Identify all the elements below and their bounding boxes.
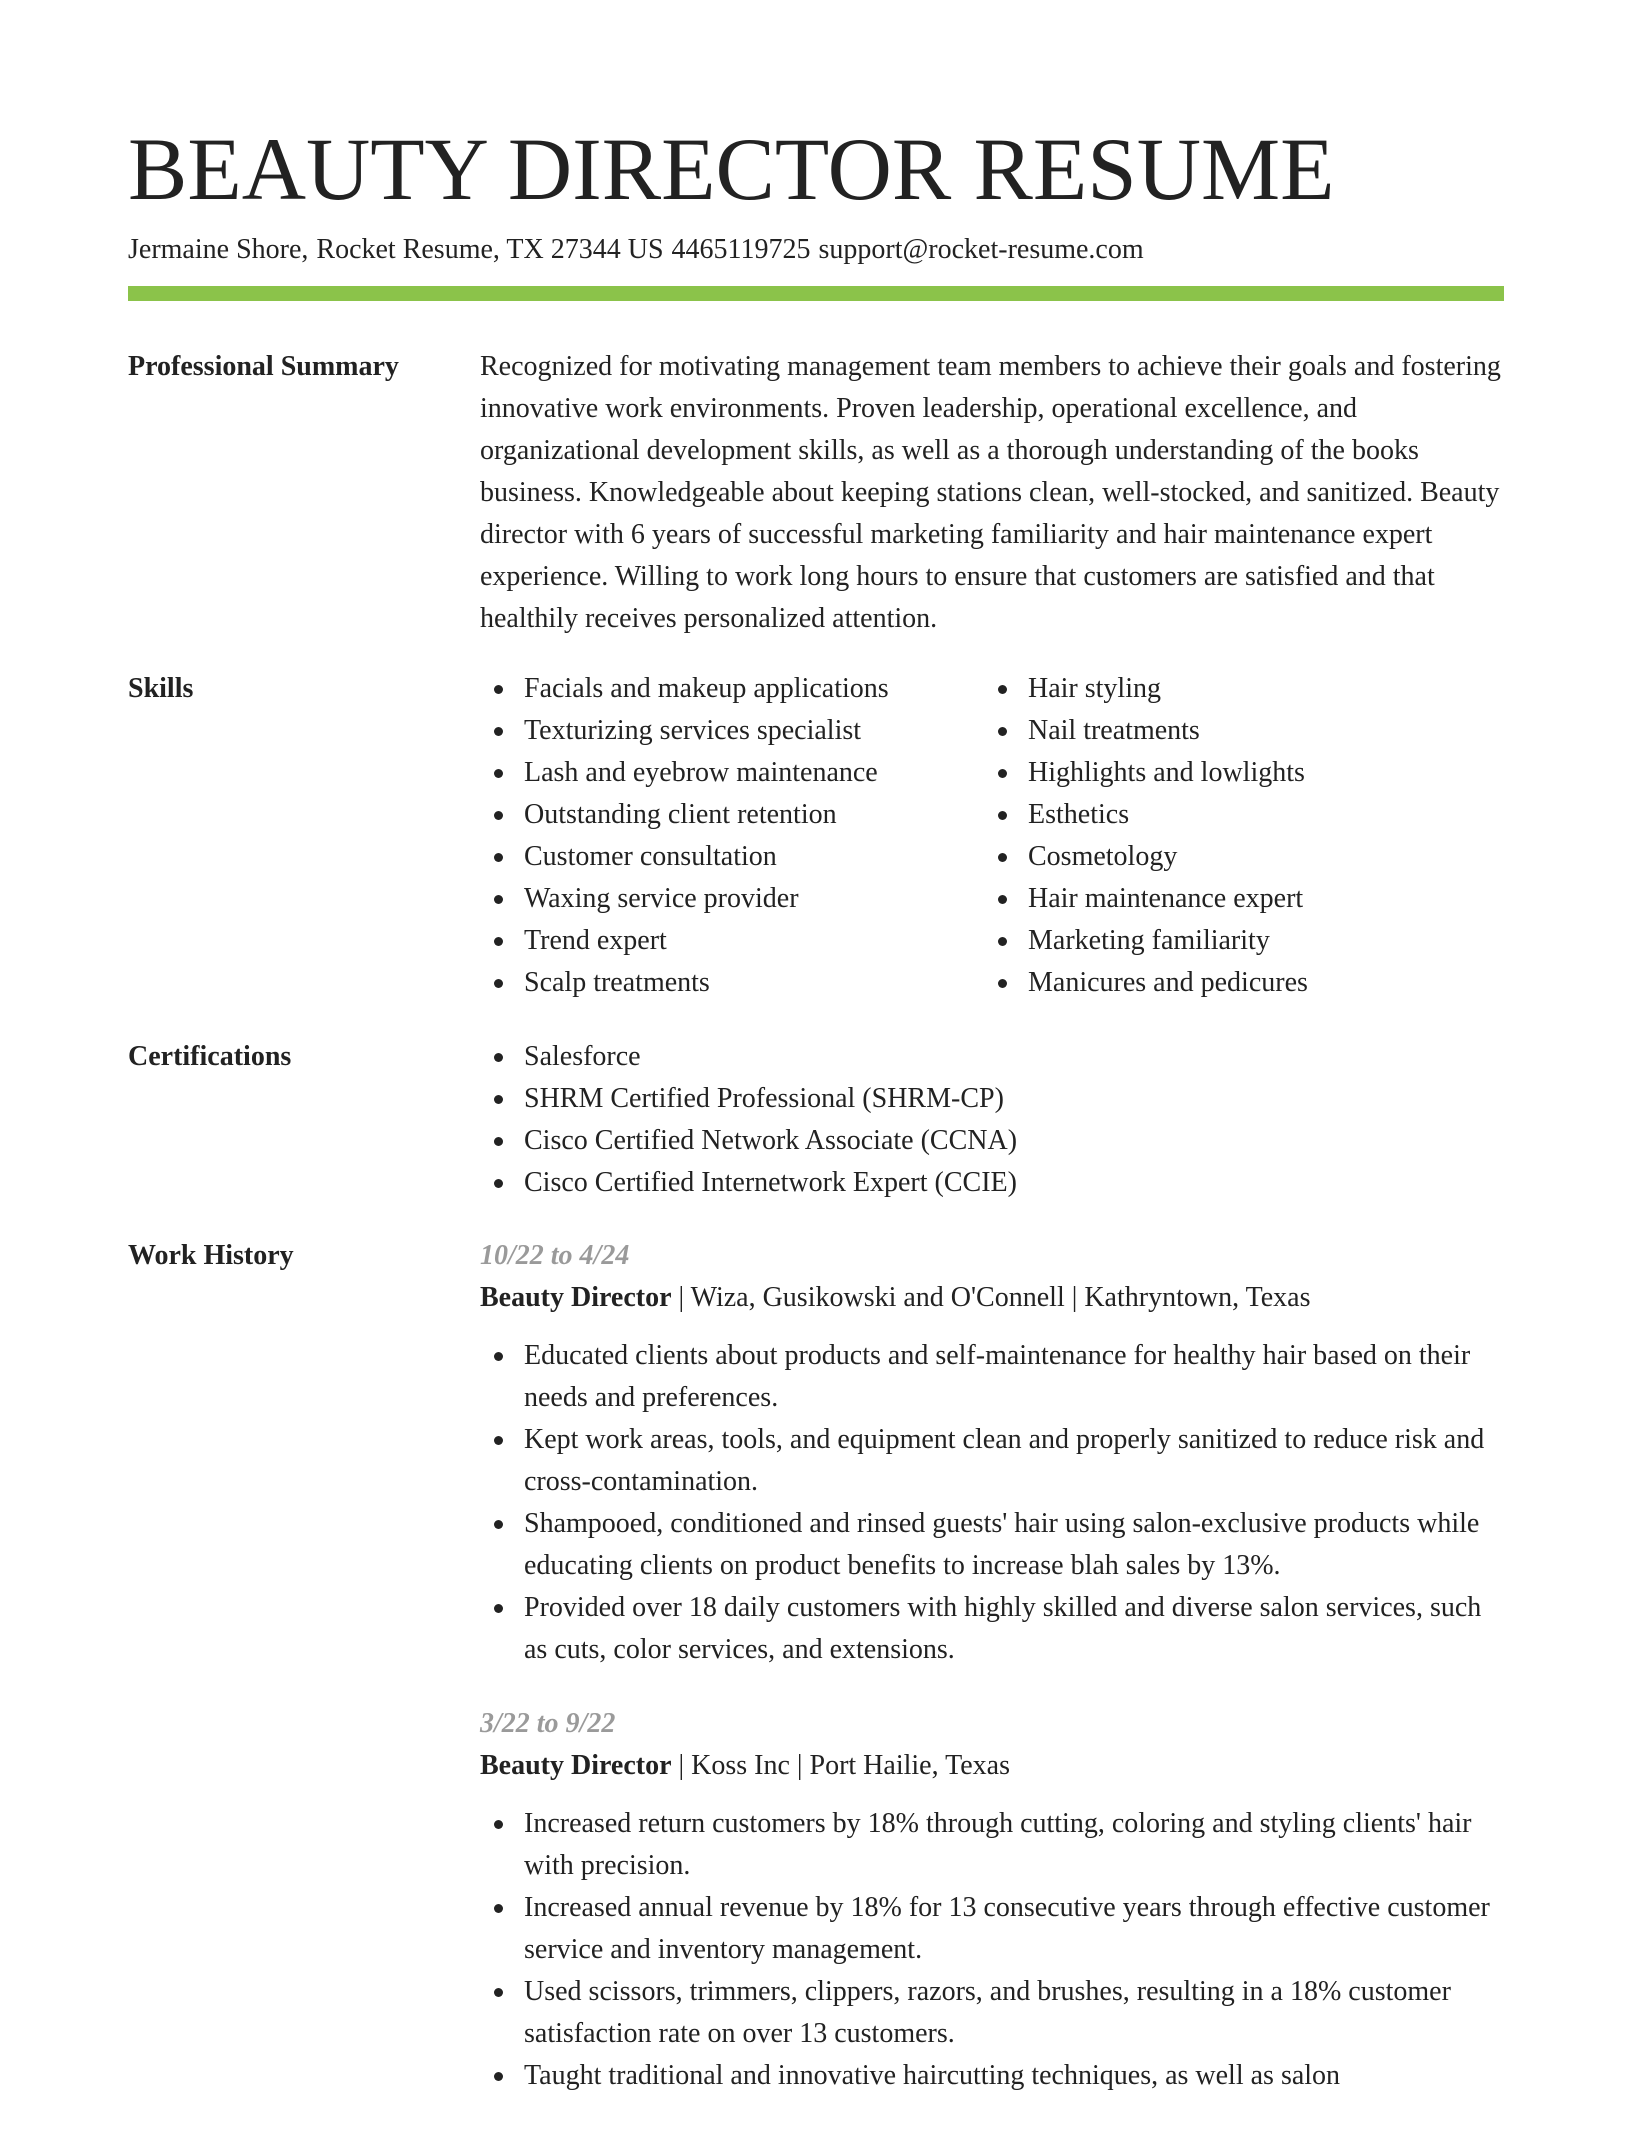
contact-name: Jermaine Shore, (128, 234, 309, 265)
job-dates: 3/22 to 9/22 (480, 1708, 616, 1739)
job-dates: 10/22 to 4/24 (480, 1240, 630, 1271)
job-bullets (480, 1335, 1504, 1671)
contact-line (128, 232, 1152, 268)
work-history-label: Work History (128, 1240, 294, 1271)
job-heading (480, 1745, 1504, 1787)
certification-item: SHRM Certified Professional (SHRM-CP) (480, 1078, 1504, 1120)
skill-item: Trend expert (480, 920, 984, 962)
job-entry (480, 1235, 1504, 1671)
certification-item: Cisco Certified Network Associate (CCNA) (480, 1120, 1504, 1162)
job-details: | Wiza, Gusikowski and O'Connell | Kathryntown, Texas (678, 1282, 1311, 1313)
job-title: Beauty Director (480, 1282, 672, 1313)
skill-item: Texturizing services specialist (480, 710, 984, 752)
certifications-list (480, 1036, 1504, 1204)
skills-list-left (480, 668, 984, 1004)
skill-item: Esthetics (984, 794, 1488, 836)
skills-list-right (984, 668, 1488, 1004)
contact-address: Rocket Resume, TX 27344 US (316, 234, 664, 265)
skill-item: Highlights and lowlights (984, 752, 1488, 794)
skill-item: Hair maintenance expert (984, 878, 1488, 920)
resume-title: BEAUTY DIRECTOR RESUME (128, 121, 1335, 219)
job-bullets (480, 1803, 1504, 2097)
skill-item: Lash and eyebrow maintenance (480, 752, 984, 794)
skill-item: Manicures and pedicures (984, 962, 1488, 1004)
skill-item: Outstanding client retention (480, 794, 984, 836)
work-history-body (480, 1235, 1504, 2129)
job-heading (480, 1277, 1504, 1319)
skills-label: Skills (128, 673, 194, 704)
skill-item: Scalp treatments (480, 962, 984, 1004)
job-bullet: Kept work areas, tools, and equipment clean and properly sanitized to reduce risk and cross-contamination. (480, 1419, 1504, 1503)
skill-item: Customer consultation (480, 836, 984, 878)
job-bullet: Shampooed, conditioned and rinsed guests' hair using salon-exclusive products while educating clients on product benefits to increase blah sales by 13%. (480, 1503, 1504, 1587)
job-details: | Koss Inc | Port Hailie, Texas (678, 1750, 1010, 1781)
job-bullet: Used scissors, trimmers, clippers, razors, and brushes, resulting in a 18% customer satisfaction rate on over 13 customers. (480, 1971, 1504, 2055)
job-title: Beauty Director (480, 1750, 672, 1781)
certifications-label: Certifications (128, 1041, 292, 1072)
header-divider (128, 286, 1504, 301)
skill-item: Hair styling (984, 668, 1488, 710)
summary-text: Recognized for motivating management team members to achieve their goals and fostering innovative work environments. Proven leadership, operational excellence, and organizational development skills, as well as a thorough understanding of the books business. Knowledgeable about keeping stations clean, well-stocked, and sanitized. Beauty director with 6 years of successful marketing familiarity and hair maintenance expert experience. Willing to work long hours to ensure that customers are satisfied and that healthily receives personalized attention. (480, 351, 1501, 634)
skills-body (480, 668, 1504, 1004)
job-bullet: Increased return customers by 18% through cutting, coloring and styling clients' hair with precision. (480, 1803, 1504, 1887)
skill-item: Waxing service provider (480, 878, 984, 920)
contact-phone: 4465119725 (671, 234, 811, 265)
certifications-body (480, 1036, 1504, 1204)
certification-item: Cisco Certified Internetwork Expert (CCIE) (480, 1162, 1504, 1204)
summary-body (480, 346, 1504, 640)
skill-item: Marketing familiarity (984, 920, 1488, 962)
contact-email: support@rocket-resume.com (818, 234, 1144, 265)
job-entry (480, 1703, 1504, 2097)
certification-item: Salesforce (480, 1036, 1504, 1078)
skill-item: Cosmetology (984, 836, 1488, 878)
job-bullet: Provided over 18 daily customers with highly skilled and diverse salon services, such as cuts, color services, and extensions. (480, 1587, 1504, 1671)
job-bullet: Educated clients about products and self-maintenance for healthy hair based on their needs and preferences. (480, 1335, 1504, 1419)
skill-item: Nail treatments (984, 710, 1488, 752)
summary-label: Professional Summary (128, 351, 399, 382)
job-bullet: Taught traditional and innovative haircutting techniques, as well as salon (480, 2055, 1504, 2097)
skill-item: Facials and makeup applications (480, 668, 984, 710)
job-bullet: Increased annual revenue by 18% for 13 consecutive years through effective customer service and inventory management. (480, 1887, 1504, 1971)
